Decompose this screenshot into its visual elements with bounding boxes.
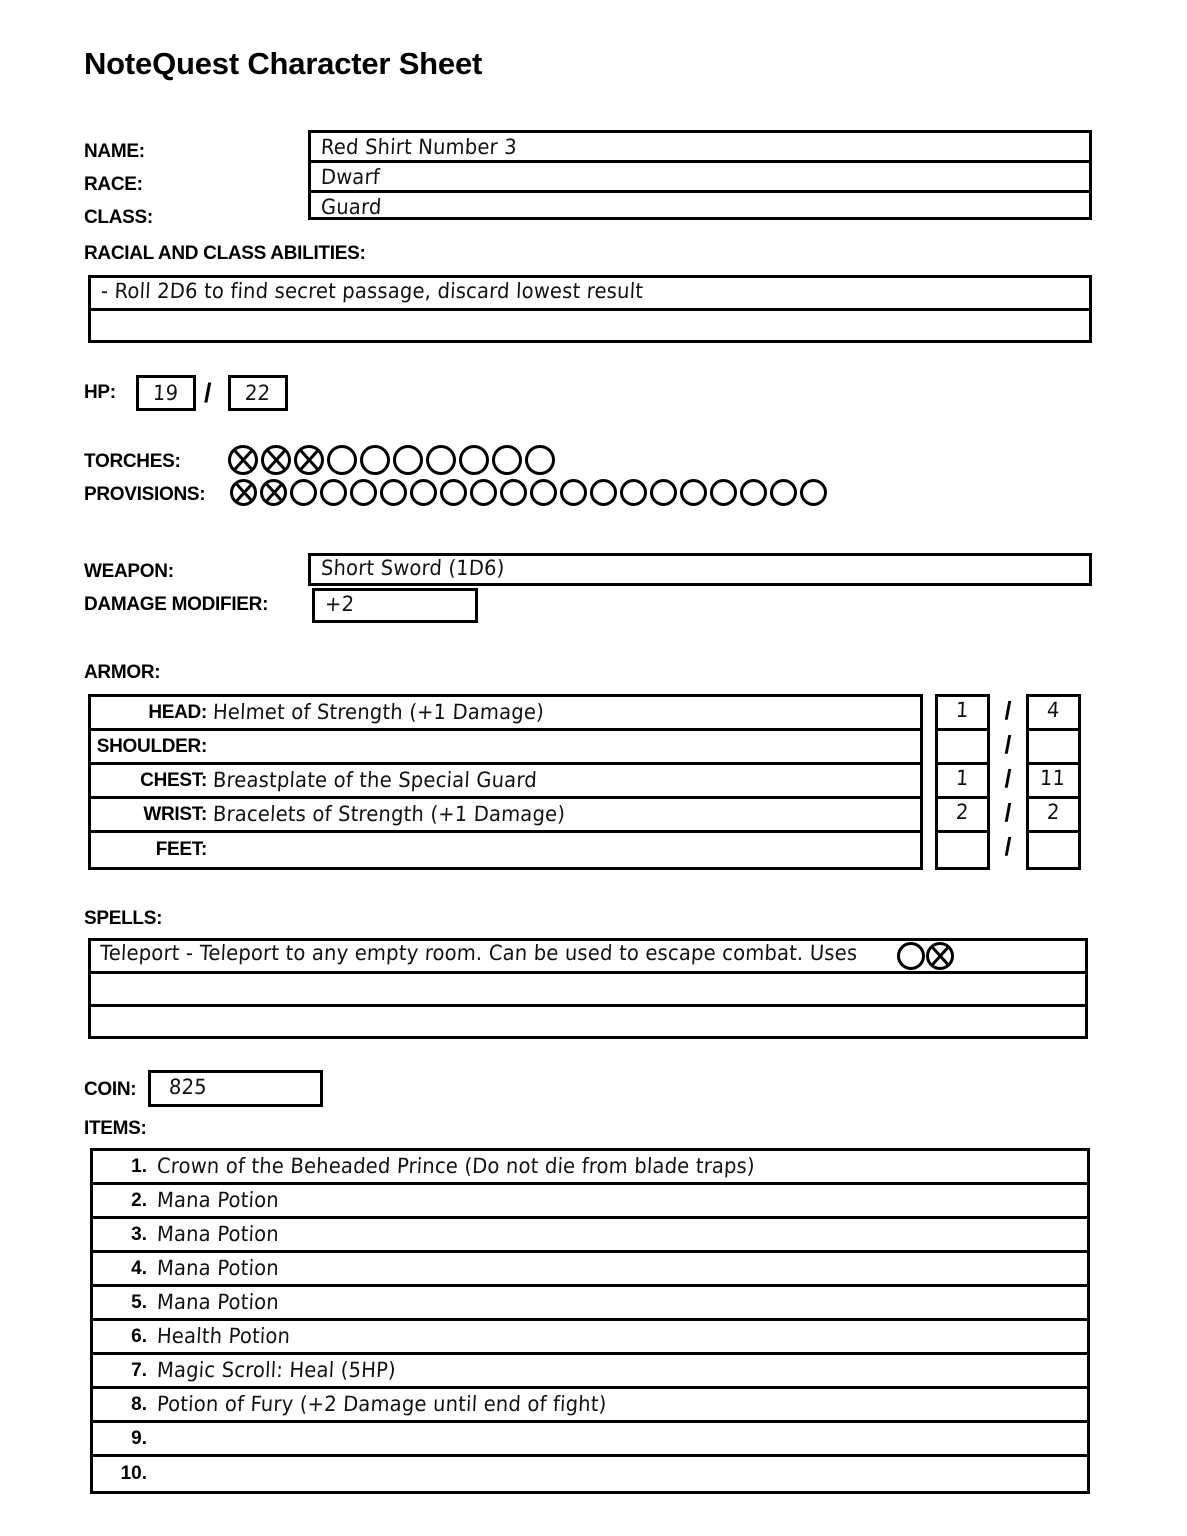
armor-row[interactable] xyxy=(91,833,920,867)
item-number: 2. xyxy=(131,1189,147,1211)
armor-durability-current-value: 1 xyxy=(955,698,969,722)
weapon-label: WEAPON: xyxy=(84,561,174,582)
armor-row[interactable] xyxy=(91,765,920,799)
item-row[interactable] xyxy=(93,1389,1087,1423)
torches-tracker[interactable] xyxy=(228,445,558,475)
pip-used[interactable] xyxy=(926,942,954,970)
pip-empty[interactable] xyxy=(380,479,407,506)
provisions-label: PROVISIONS: xyxy=(84,484,206,505)
item-number: 6. xyxy=(131,1325,147,1347)
damage-modifier-label: DAMAGE MODIFIER: xyxy=(84,594,269,615)
item-row[interactable] xyxy=(93,1423,1087,1457)
race-field[interactable] xyxy=(308,160,1092,190)
item-value: Crown of the Beheaded Prince (Do not die from blade traps) xyxy=(156,1153,756,1178)
armor-durability-separator: / xyxy=(1004,765,1012,793)
armor-durability-separator: / xyxy=(1004,799,1012,827)
item-value: Mana Potion xyxy=(156,1289,280,1314)
armor-slot-label: CHEST: xyxy=(140,769,207,791)
armor-slot-label: WRIST: xyxy=(143,803,207,825)
torches-label: TORCHES: xyxy=(84,451,181,472)
pip-empty[interactable] xyxy=(440,479,467,506)
item-value: Health Potion xyxy=(156,1323,291,1348)
hp-current-value: 19 xyxy=(152,381,180,405)
pip-empty[interactable] xyxy=(680,479,707,506)
coin-label: COIN: xyxy=(84,1079,137,1100)
armor-slot-value: Breastplate of the Special Guard xyxy=(212,767,538,792)
spells-box xyxy=(88,938,1088,1039)
item-value: Mana Potion xyxy=(156,1255,280,1280)
armor-durability-max-cell[interactable] xyxy=(1029,765,1078,799)
pip-empty[interactable] xyxy=(770,479,797,506)
weapon-value: Short Sword (1D6) xyxy=(320,556,506,580)
armor-durability-max-cell[interactable] xyxy=(1029,731,1078,765)
pip-empty[interactable] xyxy=(800,479,827,506)
item-value: Potion of Fury (+2 Damage until end of fight) xyxy=(156,1391,608,1416)
armor-table xyxy=(88,694,923,870)
armor-durability-current-value: 2 xyxy=(955,800,969,824)
spell-line[interactable] xyxy=(91,1007,1085,1039)
race-value: Dwarf xyxy=(320,165,381,189)
item-number: 8. xyxy=(131,1393,147,1415)
armor-slot-label: FEET: xyxy=(155,839,207,860)
pip-empty[interactable] xyxy=(620,479,647,506)
armor-row[interactable] xyxy=(91,799,920,833)
hp-max-field[interactable] xyxy=(228,375,288,411)
armor-durability-columns xyxy=(935,694,1081,870)
armor-durability-current-cell[interactable] xyxy=(938,731,987,765)
hp-separator: / xyxy=(204,378,212,408)
pip-empty[interactable] xyxy=(320,479,347,506)
armor-durability-separators xyxy=(990,694,1026,864)
armor-label: ARMOR: xyxy=(84,662,161,683)
armor-durability-max-cell[interactable] xyxy=(1029,833,1078,867)
armor-durability-current-cell[interactable] xyxy=(938,765,987,799)
identity-fields xyxy=(308,130,1092,220)
armor-durability-current-value: 1 xyxy=(955,766,969,790)
spell-line-value: Teleport - Teleport to any empty room. Can be used to escape combat. Uses xyxy=(99,941,858,965)
hp-max-value: 22 xyxy=(244,381,272,405)
item-number: 7. xyxy=(131,1359,147,1381)
item-value: Mana Potion xyxy=(156,1221,280,1246)
armor-slot-value: Bracelets of Strength (+1 Damage) xyxy=(212,801,566,826)
item-row[interactable] xyxy=(93,1219,1087,1253)
damage-modifier-value: +2 xyxy=(324,592,355,616)
pip-empty[interactable] xyxy=(290,479,317,506)
spell-line[interactable] xyxy=(91,941,1085,974)
item-row[interactable] xyxy=(93,1287,1087,1321)
pip-empty[interactable] xyxy=(327,445,357,475)
item-value: Magic Scroll: Heal (5HP) xyxy=(156,1357,397,1382)
armor-durability-max-cell[interactable] xyxy=(1029,697,1078,731)
item-row[interactable] xyxy=(93,1253,1087,1287)
item-row[interactable] xyxy=(93,1457,1087,1491)
armor-durability-max-cell[interactable] xyxy=(1029,799,1078,833)
pip-empty[interactable] xyxy=(393,445,423,475)
pip-used[interactable] xyxy=(294,445,324,475)
item-row[interactable] xyxy=(93,1321,1087,1355)
pip-used[interactable] xyxy=(228,445,258,475)
pip-empty[interactable] xyxy=(500,479,527,506)
armor-slot-value: Helmet of Strength (+1 Damage) xyxy=(212,699,545,724)
pip-empty[interactable] xyxy=(470,479,497,506)
page-title: NoteQuest Character Sheet xyxy=(84,46,483,81)
spell-uses-tracker[interactable] xyxy=(897,942,955,970)
pip-empty[interactable] xyxy=(360,445,390,475)
armor-durability-separator: / xyxy=(1004,833,1012,861)
pip-empty[interactable] xyxy=(426,445,456,475)
abilities-label: RACIAL AND CLASS ABILITIES: xyxy=(84,243,366,264)
armor-row[interactable] xyxy=(91,731,920,765)
armor-durability-separator: / xyxy=(1004,731,1012,759)
name-label: NAME: xyxy=(84,141,145,162)
items-label: ITEMS: xyxy=(84,1118,147,1139)
item-number: 1. xyxy=(131,1155,147,1177)
hp-current-field[interactable] xyxy=(136,375,196,411)
armor-durability-separator: / xyxy=(1004,697,1012,725)
pip-empty[interactable] xyxy=(590,479,617,506)
class-value: Guard xyxy=(320,195,383,219)
armor-slot-label: SHOULDER: xyxy=(96,735,207,757)
weapon-field[interactable] xyxy=(308,553,1092,586)
pip-used[interactable] xyxy=(230,479,257,506)
item-row[interactable] xyxy=(93,1185,1087,1219)
pip-empty[interactable] xyxy=(525,445,555,475)
item-row[interactable] xyxy=(93,1355,1087,1389)
class-label: CLASS: xyxy=(84,207,153,228)
class-field[interactable] xyxy=(308,190,1092,220)
armor-durability-max-column xyxy=(1026,694,1081,870)
armor-durability-max-value: 11 xyxy=(1039,766,1066,790)
pip-empty[interactable] xyxy=(650,479,677,506)
armor-durability-max-value: 4 xyxy=(1046,698,1060,722)
item-number: 4. xyxy=(131,1257,147,1279)
item-number: 10. xyxy=(120,1463,147,1484)
hp-label: HP: xyxy=(84,382,116,403)
pip-empty[interactable] xyxy=(897,942,925,970)
coin-value: 825 xyxy=(168,1075,208,1099)
abilities-box[interactable] xyxy=(88,275,1092,343)
abilities-line-1-value: - Roll 2D6 to find secret passage, discard lowest result xyxy=(100,279,644,303)
damage-modifier-field[interactable] xyxy=(312,588,478,623)
provisions-tracker[interactable] xyxy=(230,479,830,506)
armor-slot-label: HEAD: xyxy=(148,701,207,723)
pip-empty[interactable] xyxy=(710,479,737,506)
pip-empty[interactable] xyxy=(410,479,437,506)
items-table xyxy=(90,1148,1090,1494)
armor-durability-current-column xyxy=(935,694,990,870)
armor-durability-current-cell[interactable] xyxy=(938,697,987,731)
item-number: 5. xyxy=(131,1291,147,1313)
coin-field[interactable] xyxy=(148,1070,323,1107)
pip-used[interactable] xyxy=(260,479,287,506)
pip-empty[interactable] xyxy=(350,479,377,506)
armor-durability-current-cell[interactable] xyxy=(938,833,987,867)
pip-empty[interactable] xyxy=(459,445,489,475)
abilities-line-1[interactable] xyxy=(91,278,1089,311)
item-number: 3. xyxy=(131,1223,147,1245)
pip-empty[interactable] xyxy=(560,479,587,506)
armor-durability-current-cell[interactable] xyxy=(938,799,987,833)
item-value: Mana Potion xyxy=(156,1187,280,1212)
armor-row[interactable] xyxy=(91,697,920,731)
name-value: Red Shirt Number 3 xyxy=(320,135,518,159)
pip-empty[interactable] xyxy=(530,479,557,506)
pip-empty[interactable] xyxy=(492,445,522,475)
item-row[interactable] xyxy=(93,1151,1087,1185)
spell-line[interactable] xyxy=(91,974,1085,1007)
armor-durability-max-value: 2 xyxy=(1046,800,1060,824)
item-number: 9. xyxy=(131,1427,147,1449)
name-field[interactable] xyxy=(308,130,1092,160)
spells-label: SPELLS: xyxy=(84,908,163,929)
pip-used[interactable] xyxy=(261,445,291,475)
pip-empty[interactable] xyxy=(740,479,767,506)
race-label: RACE: xyxy=(84,174,143,195)
